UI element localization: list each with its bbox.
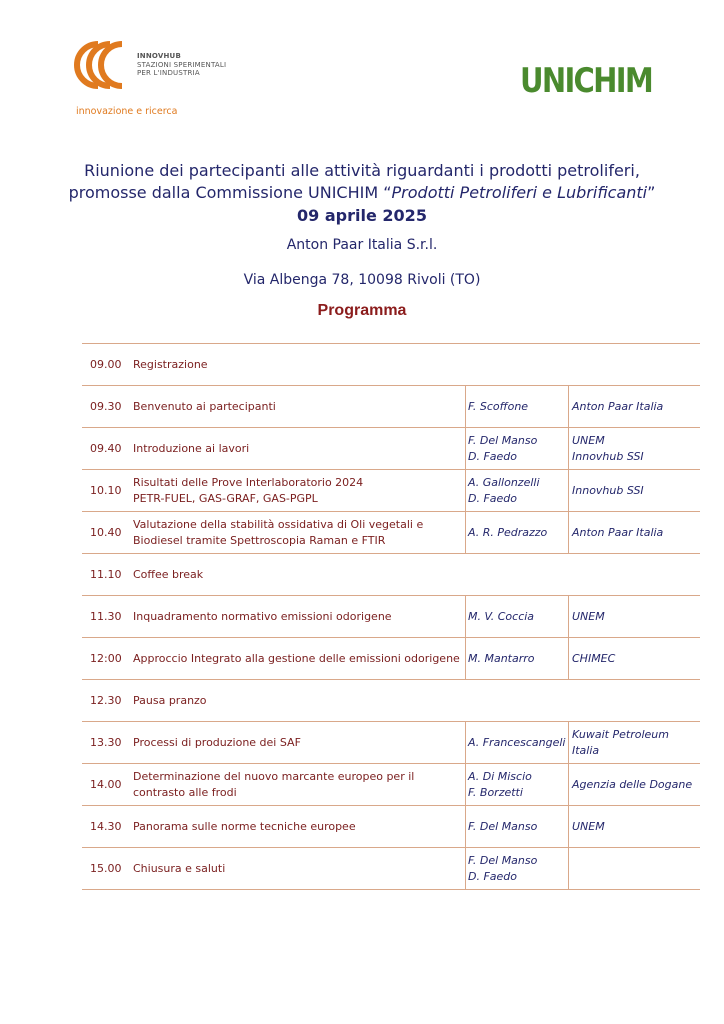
agenda-speaker-line: A. Di Miscio [468,769,532,783]
agenda-speaker [468,680,568,721]
agenda-speaker-line: D. Faedo [468,869,518,883]
agenda-topic [133,806,463,847]
agenda-speaker [468,344,568,385]
agenda-organization [572,638,700,679]
agenda-time: 09.40 [90,441,122,455]
agenda-speaker [468,470,568,511]
agenda-row [82,638,700,680]
agenda-row [82,680,700,722]
agenda-topic [133,848,463,889]
agenda-speaker [468,806,568,847]
agenda-row [82,554,700,596]
column-divider [568,806,569,847]
host-address: Via Albenga 78, 10098 Rivoli (TO) [243,272,481,288]
column-divider [568,764,569,805]
agenda-topic [133,386,463,427]
agenda-speaker-line: D. Faedo [468,449,518,463]
column-divider [568,596,569,637]
agenda-speaker-line: A. Gallonzelli [468,475,540,489]
agenda-row [82,848,700,890]
agenda-topic [133,428,463,469]
agenda-row [82,428,700,470]
header-line-2 [0,182,724,204]
agenda-time: 13.30 [90,735,122,749]
innovhub-subtitle-1: STAZIONI SPERIMENTALI [137,60,227,69]
agenda-speaker [468,428,568,469]
agenda-topic-line: Chiusura e saluti [133,861,226,875]
meeting-date: 09 aprile 2025 [297,206,427,225]
agenda-topic-line: Valutazione della stabilità ossidativa di Oli vegetali e [133,517,424,531]
host-company: Anton Paar Italia S.r.l. [286,237,438,253]
agenda-speaker-line: A. R. Pedrazzo [468,525,548,539]
agenda-organization [572,806,700,847]
agenda-row [82,764,700,806]
agenda-topic [133,596,463,637]
column-divider [568,512,569,553]
agenda-speaker-line: M. Mantarro [468,651,535,665]
column-divider [465,470,466,511]
agenda-row [82,722,700,764]
agenda-speaker-line: F. Del Manso [468,433,538,447]
agenda-organization [572,596,700,637]
unichim-wordmark: UNICHIM [520,61,652,101]
agenda-topic [133,722,463,763]
programma-title: Programma [317,302,407,319]
agenda-topic-line: Processi di produzione dei SAF [133,735,301,749]
innovhub-wordmark [137,52,226,78]
meeting-header [0,160,724,290]
agenda-row [82,386,700,428]
column-divider [568,722,569,763]
agenda-time: 10.40 [90,525,122,539]
column-divider [465,722,466,763]
agenda-time: 09.30 [90,399,122,413]
agenda-topic-line: Approccio Integrato alla gestione delle emissioni odorigene [133,651,460,665]
agenda-speaker-line: A. Francescangeli [468,735,566,749]
agenda-row [82,470,700,512]
agenda-speaker [468,638,568,679]
agenda-row [82,344,700,386]
agenda-organization-line: Italia [572,743,600,757]
column-divider [465,512,466,553]
agenda-topic-line: PETR-FUEL, GAS-GRAF, GAS-PGPL [133,491,318,505]
innovhub-subtitle-2: PER L'INDUSTRIA [137,69,200,77]
column-divider [568,638,569,679]
innovhub-tagline: innovazione e ricerca [76,106,178,117]
agenda-organization [572,722,700,763]
agenda-organization-line: Agenzia delle Dogane [572,777,693,791]
agenda-speaker [468,512,568,553]
agenda-time: 09.00 [90,357,122,371]
agenda-topic [133,344,463,385]
agenda-topic-line: Pausa pranzo [133,693,207,707]
column-divider [465,764,466,805]
agenda-organization-line: CHIMEC [572,651,616,665]
header-line-2-prefix: promosse dalla Commissione UNICHIM “ [68,183,392,202]
agenda-topic [133,680,463,721]
agenda-speaker [468,554,568,595]
agenda-topic-line: contrasto alle frodi [133,785,237,799]
agenda-speaker-line: F. Scoffone [468,399,529,413]
column-divider [465,386,466,427]
agenda-organization [572,554,700,595]
column-divider [465,638,466,679]
agenda-speaker [468,722,568,763]
agenda-row [82,596,700,638]
agenda-table [82,343,700,890]
agenda-time: 14.00 [90,777,122,791]
agenda-speaker [468,848,568,889]
agenda-time: 12:00 [90,651,122,665]
column-divider [568,386,569,427]
agenda-row [82,512,700,554]
agenda-topic [133,638,463,679]
innovhub-name: INNOVHUB [137,52,181,60]
agenda-organization [572,848,700,889]
agenda-time: 12.30 [90,693,122,707]
column-divider [568,848,569,889]
agenda-organization-line: UNEM [572,433,605,447]
agenda-topic [133,470,463,511]
agenda-speaker-line: F. Borzetti [468,785,523,799]
column-divider [465,596,466,637]
agenda-organization-line: Anton Paar Italia [572,525,664,539]
agenda-topic-line: Panorama sulle norme tecniche europee [133,819,356,833]
agenda-topic-line: Coffee break [133,567,204,581]
column-divider [568,470,569,511]
agenda-speaker-line: M. V. Coccia [468,609,535,623]
column-divider [465,806,466,847]
agenda-topic-line: Registrazione [133,357,208,371]
unichim-logo [520,56,655,105]
agenda-organization-line: Innovhub SSI [572,449,644,463]
agenda-time: 14.30 [90,819,122,833]
agenda-speaker [468,596,568,637]
innovhub-logo [74,40,244,120]
agenda-organization-line: Innovhub SSI [572,483,644,497]
agenda-topic-line: Benvenuto ai partecipanti [133,399,276,413]
agenda-speaker-line: F. Del Manso [468,819,538,833]
agenda-organization-line: Anton Paar Italia [572,399,664,413]
agenda-topic-line: Determinazione del nuovo marcante europeo per il [133,769,415,783]
column-divider [465,428,466,469]
agenda-organization-line: Kuwait Petroleum [572,727,669,741]
agenda-row [82,806,700,848]
agenda-speaker [468,386,568,427]
agenda-organization-line: UNEM [572,819,605,833]
agenda-time: 10.10 [90,483,122,497]
agenda-organization [572,764,700,805]
agenda-topic [133,512,463,553]
innovhub-ccc-icon [74,40,134,90]
commission-name: Prodotti Petroliferi e Lubrificanti [391,183,648,202]
agenda-organization [572,428,700,469]
agenda-time: 11.10 [90,567,122,581]
agenda-organization [572,680,700,721]
agenda-organization [572,512,700,553]
agenda-speaker-line: F. Del Manso [468,853,538,867]
agenda-speaker-line: D. Faedo [468,491,518,505]
header-line-2-suffix: ” [647,183,656,202]
agenda-speaker [468,764,568,805]
agenda-organization [572,386,700,427]
agenda-organization-line: UNEM [572,609,605,623]
column-divider [465,848,466,889]
agenda-topic-line: Risultati delle Prove Interlaboratorio 2024 [133,475,364,489]
agenda-organization [572,344,700,385]
column-divider [568,428,569,469]
agenda-time: 11.30 [90,609,122,623]
agenda-topic [133,554,463,595]
agenda-topic-line: Inquadramento normativo emissioni odorigene [133,609,392,623]
agenda-topic [133,764,463,805]
agenda-topic-line: Introduzione ai lavori [133,441,250,455]
header-line-1: Riunione dei partecipanti alle attività riguardanti i prodotti petroliferi, [84,161,640,180]
agenda-time: 15.00 [90,861,122,875]
agenda-organization [572,470,700,511]
agenda-topic-line: Biodiesel tramite Spettroscopia Raman e FTIR [133,533,386,547]
